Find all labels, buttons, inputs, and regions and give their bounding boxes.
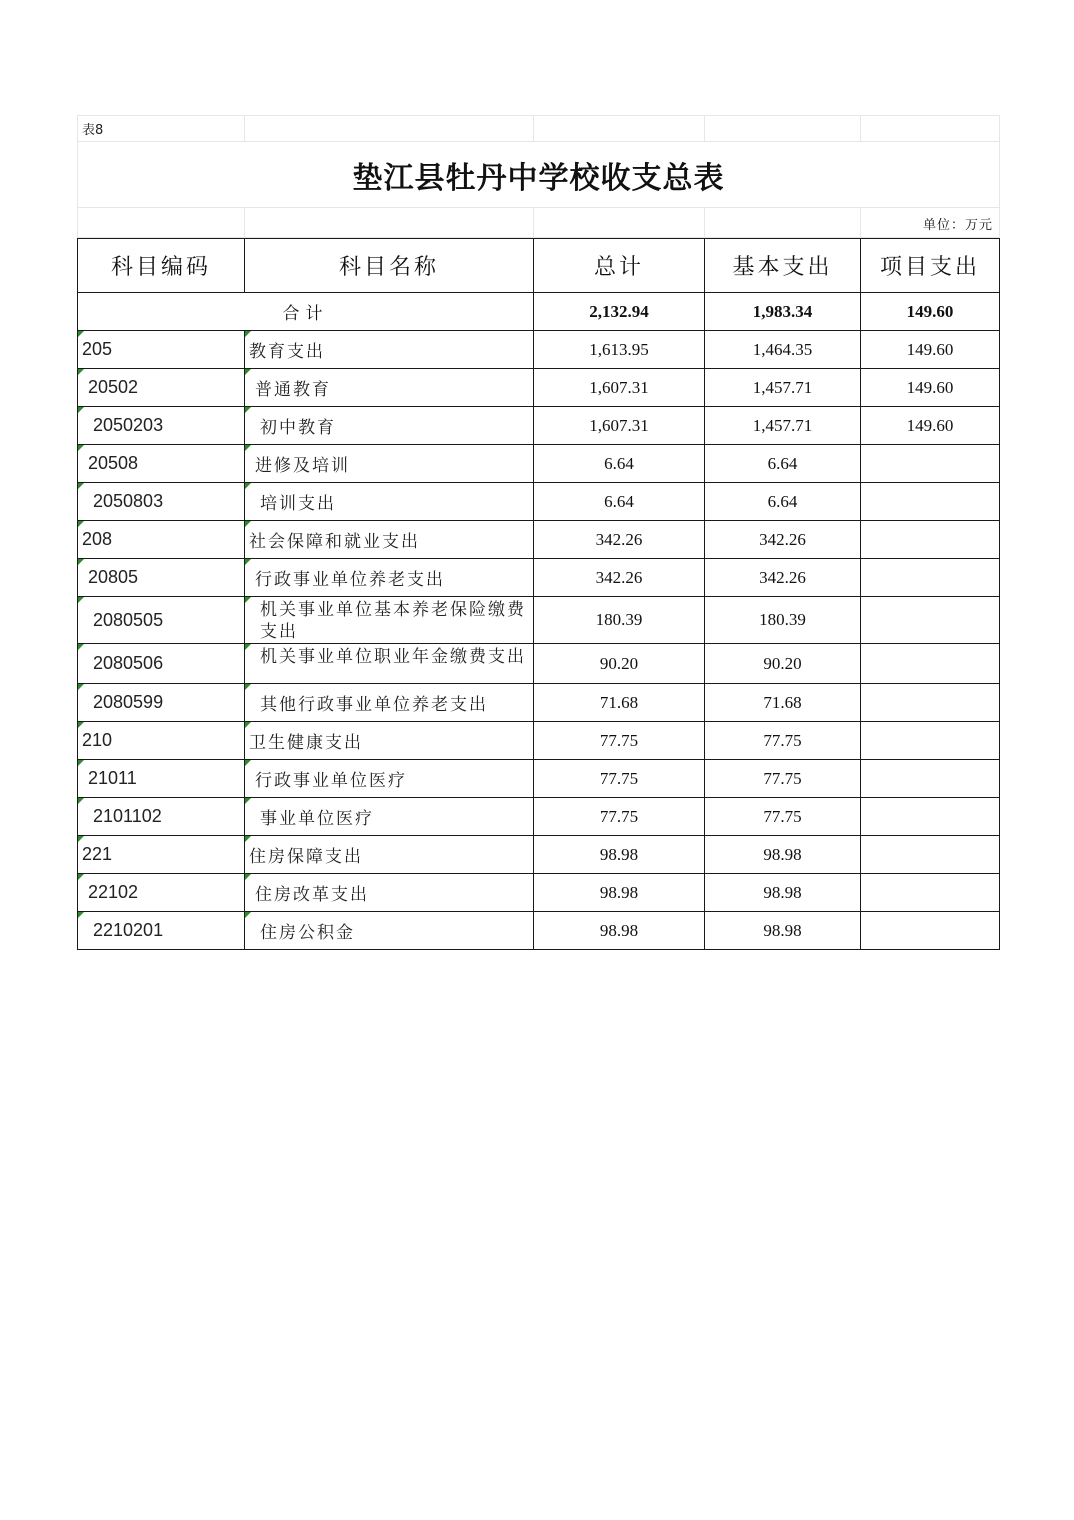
table-row xyxy=(78,644,1000,684)
cell-code[interactable]: 2080505 xyxy=(78,597,245,644)
total-label[interactable]: 合计 xyxy=(78,293,534,331)
cell-code[interactable]: 205 xyxy=(78,331,245,369)
cell-basic[interactable]: 90.20 xyxy=(705,644,861,684)
column-header-name[interactable]: 科目名称 xyxy=(245,239,534,293)
cell-basic[interactable]: 1,464.35 xyxy=(705,331,861,369)
cell-basic[interactable]: 1,457.71 xyxy=(705,369,861,407)
cell-code[interactable]: 20805 xyxy=(78,559,245,597)
cell-basic[interactable]: 77.75 xyxy=(705,722,861,760)
cell-name[interactable]: 住房公积金 xyxy=(245,912,534,950)
table-number[interactable]: 表8 xyxy=(78,116,245,142)
cell-project[interactable]: 149.60 xyxy=(861,407,1000,445)
cell-basic[interactable]: 180.39 xyxy=(705,597,861,644)
cell-project[interactable] xyxy=(861,760,1000,798)
cell-code[interactable]: 2050803 xyxy=(78,483,245,521)
table-row xyxy=(78,331,1000,369)
cell-basic[interactable]: 6.64 xyxy=(705,483,861,521)
cell-total[interactable]: 342.26 xyxy=(534,559,705,597)
total-sum[interactable]: 2,132.94 xyxy=(534,293,705,331)
cell-project[interactable] xyxy=(861,722,1000,760)
cell-name[interactable]: 初中教育 xyxy=(245,407,534,445)
cell-basic[interactable]: 1,457.71 xyxy=(705,407,861,445)
table-row xyxy=(78,684,1000,722)
cell-basic[interactable]: 342.26 xyxy=(705,559,861,597)
cell-project[interactable]: 149.60 xyxy=(861,331,1000,369)
cell-total[interactable]: 6.64 xyxy=(534,445,705,483)
cell-project[interactable] xyxy=(861,644,1000,684)
table-row xyxy=(78,912,1000,950)
column-header-basic[interactable]: 基本支出 xyxy=(705,239,861,293)
cell-code[interactable]: 2080506 xyxy=(78,644,245,684)
cell-code[interactable]: 208 xyxy=(78,521,245,559)
cell-total[interactable]: 342.26 xyxy=(534,521,705,559)
cell-total[interactable]: 1,613.95 xyxy=(534,331,705,369)
cell-code[interactable]: 22102 xyxy=(78,874,245,912)
cell-total[interactable]: 98.98 xyxy=(534,836,705,874)
cell-total[interactable]: 1,607.31 xyxy=(534,369,705,407)
total-basic[interactable]: 1,983.34 xyxy=(705,293,861,331)
cell-name[interactable]: 事业单位医疗 xyxy=(245,798,534,836)
cell-project[interactable] xyxy=(861,874,1000,912)
cell-code[interactable]: 21011 xyxy=(78,760,245,798)
page-title[interactable]: 垫江县牡丹中学校收支总表 xyxy=(78,142,1000,208)
cell-name[interactable]: 住房改革支出 xyxy=(245,874,534,912)
table-row xyxy=(78,369,1000,407)
table-row xyxy=(78,521,1000,559)
cell-name[interactable]: 机关事业单位基本养老保险缴费支出 xyxy=(245,597,534,644)
column-header-total[interactable]: 总计 xyxy=(534,239,705,293)
cell-name[interactable]: 教育支出 xyxy=(245,331,534,369)
cell-name[interactable]: 社会保障和就业支出 xyxy=(245,521,534,559)
cell-total[interactable]: 77.75 xyxy=(534,760,705,798)
header-row xyxy=(78,239,1000,293)
table-row xyxy=(78,445,1000,483)
column-header-project[interactable]: 项目支出 xyxy=(861,239,1000,293)
table-row xyxy=(78,874,1000,912)
cell-total[interactable]: 180.39 xyxy=(534,597,705,644)
cell-basic[interactable]: 6.64 xyxy=(705,445,861,483)
cell-project[interactable] xyxy=(861,684,1000,722)
table-row xyxy=(78,407,1000,445)
cell-project[interactable] xyxy=(861,836,1000,874)
cell-total[interactable]: 77.75 xyxy=(534,722,705,760)
cell-name[interactable]: 其他行政事业单位养老支出 xyxy=(245,684,534,722)
cell-name[interactable]: 行政事业单位医疗 xyxy=(245,760,534,798)
total-row xyxy=(78,293,1000,331)
cell-name[interactable]: 机关事业单位职业年金缴费支出 xyxy=(245,644,534,684)
budget-table xyxy=(77,238,1000,950)
total-project[interactable]: 149.60 xyxy=(861,293,1000,331)
cell-name[interactable]: 住房保障支出 xyxy=(245,836,534,874)
cell-code[interactable]: 2080599 xyxy=(78,684,245,722)
cell-basic[interactable]: 98.98 xyxy=(705,912,861,950)
cell-code[interactable]: 20502 xyxy=(78,369,245,407)
table-row xyxy=(78,798,1000,836)
table-row xyxy=(78,836,1000,874)
cell-project[interactable] xyxy=(861,483,1000,521)
cell-code[interactable]: 2210201 xyxy=(78,912,245,950)
cell-code[interactable]: 210 xyxy=(78,722,245,760)
cell-project[interactable] xyxy=(861,798,1000,836)
cell-total[interactable]: 98.98 xyxy=(534,874,705,912)
cell-name[interactable]: 进修及培训 xyxy=(245,445,534,483)
cell-basic[interactable]: 77.75 xyxy=(705,760,861,798)
cell-total[interactable]: 6.64 xyxy=(534,483,705,521)
cell-project[interactable] xyxy=(861,912,1000,950)
spreadsheet-page xyxy=(77,115,999,950)
cell-project[interactable] xyxy=(861,521,1000,559)
table-row xyxy=(78,483,1000,521)
cell-total[interactable]: 90.20 xyxy=(534,644,705,684)
cell-basic[interactable]: 98.98 xyxy=(705,874,861,912)
cell-basic[interactable]: 98.98 xyxy=(705,836,861,874)
column-header-code[interactable]: 科目编码 xyxy=(78,239,245,293)
cell-basic[interactable]: 71.68 xyxy=(705,684,861,722)
table-row xyxy=(78,722,1000,760)
table-row xyxy=(78,760,1000,798)
cell-name[interactable]: 卫生健康支出 xyxy=(245,722,534,760)
cell-code[interactable]: 2050203 xyxy=(78,407,245,445)
cell-basic[interactable]: 77.75 xyxy=(705,798,861,836)
unit-label[interactable]: 单位：万元 xyxy=(861,208,1000,238)
cell-total[interactable]: 71.68 xyxy=(534,684,705,722)
cell-basic[interactable]: 342.26 xyxy=(705,521,861,559)
cell-project[interactable] xyxy=(861,597,1000,644)
table-row xyxy=(78,559,1000,597)
cell-code[interactable]: 221 xyxy=(78,836,245,874)
cell-project[interactable]: 149.60 xyxy=(861,369,1000,407)
cell-total[interactable]: 98.98 xyxy=(534,912,705,950)
sheet-header-area xyxy=(77,115,1000,238)
cell-total[interactable]: 77.75 xyxy=(534,798,705,836)
cell-total[interactable]: 1,607.31 xyxy=(534,407,705,445)
cell-code[interactable]: 2101102 xyxy=(78,798,245,836)
cell-code[interactable]: 20508 xyxy=(78,445,245,483)
cell-name[interactable]: 行政事业单位养老支出 xyxy=(245,559,534,597)
cell-project[interactable] xyxy=(861,445,1000,483)
table-row xyxy=(78,597,1000,644)
cell-project[interactable] xyxy=(861,559,1000,597)
cell-name[interactable]: 培训支出 xyxy=(245,483,534,521)
cell-name[interactable]: 普通教育 xyxy=(245,369,534,407)
